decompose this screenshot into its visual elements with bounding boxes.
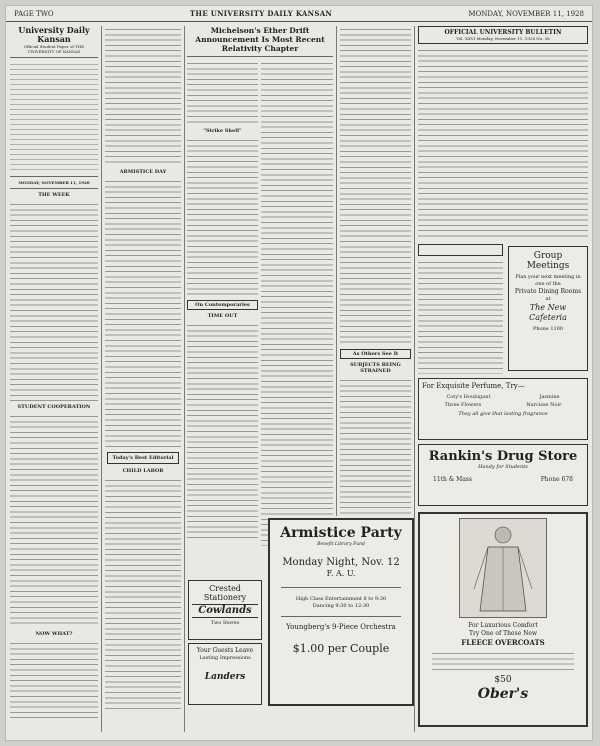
editorial-heading: STUDENT COOPERATION [17, 404, 91, 410]
feature-article [187, 26, 333, 546]
ad-line: Two Stores [210, 620, 240, 626]
editorial-column-2 [105, 26, 181, 732]
stationery-ad [188, 580, 262, 640]
editorial-heading: NOW WHAT? [35, 631, 73, 637]
bulletin-continued [418, 244, 503, 374]
bulletin-body [418, 259, 503, 374]
as-others-box [340, 349, 411, 359]
university-bulletin [418, 26, 588, 241]
bulletin-body [418, 47, 588, 237]
party-subtitle: Benefit Library Fund [317, 542, 365, 547]
issue-date: MONDAY, NOVEMBER 11, 1928 [468, 9, 584, 18]
editorial-heading: ARMISTICE DAY [119, 169, 167, 175]
newspaper-page [6, 6, 592, 740]
ad-line: Your Guests Leave [196, 647, 254, 654]
ad-line: For Exquisite Perfume, Try— [422, 382, 525, 390]
party-title: Armistice Party [280, 525, 402, 541]
article-body [187, 60, 258, 125]
editorial-body [10, 640, 98, 720]
ad-line: Phone 1100 [532, 326, 564, 332]
ad-line: The New Cafeteria [529, 303, 567, 322]
party-program: High Class Entertainment 8 to 9:30 [295, 596, 387, 602]
store-address: 11th & Mass [433, 476, 472, 483]
editorial-body [10, 201, 98, 401]
editorial-body [105, 26, 181, 166]
ad-line: They all give that lasting fragrance [458, 411, 548, 417]
feature-headline: Michelson's Ether Drift Announcement Is Most Recent Relativity Chapter [195, 26, 325, 53]
contemporaries-box [187, 300, 258, 310]
party-program: Dancing 9:30 to 12:30 [312, 603, 370, 609]
party-band: Youngberg's 9-Piece Orchestra [286, 623, 396, 631]
bulletin-subtitle: Vol. XXVI Monday, November 11, 1928 No. 38 [456, 36, 550, 41]
article-body [340, 377, 411, 516]
ad-line: at [545, 296, 551, 302]
article-body [340, 26, 411, 346]
editorial-date: MONDAY, NOVEMBER 11, 1928 [18, 180, 90, 185]
ad-line: Lasting Impressions [199, 655, 251, 661]
masthead-subtitle: Official Student Paper of THE UNIVERSITY OF KANSAS [23, 44, 85, 54]
article-body [261, 60, 333, 546]
article-subhead: SUBJECTS BEING STRAINED [350, 362, 401, 374]
ad-line: Stationery [203, 593, 247, 602]
bulletin-header [418, 26, 588, 44]
ad-line: Try One of These New [468, 630, 538, 637]
ad-line: Narcisse Noir [526, 402, 562, 408]
masthead [6, 6, 592, 22]
party-price: $1.00 per Couple [292, 642, 390, 655]
cafeteria-ad [508, 246, 588, 371]
editorial-heading: THE WEEK [38, 192, 70, 198]
brand-logo: Cowlands [192, 604, 258, 618]
box-heading: On Contemporaries [195, 302, 250, 308]
ad-price: $50 [494, 675, 512, 685]
box-heading: As Others See It [352, 351, 399, 357]
ad-line: Meetings [526, 261, 570, 271]
article-subhead: "Strike Shell" [203, 128, 242, 134]
ad-line: FLEECE OVERCOATS [461, 638, 545, 647]
ad-line: Coty's Houbigant [446, 394, 491, 400]
overcoat-illustration [459, 518, 547, 618]
article-subhead: TIME OUT [207, 313, 238, 319]
column-rule [101, 26, 102, 732]
drug-store-ad [418, 444, 588, 506]
ad-line: Plan your next meeting in one of the [515, 274, 581, 287]
article-continuation [340, 26, 411, 516]
editorial-heading: CHILD LABOR [122, 468, 164, 474]
ad-line: Jasmine [539, 394, 560, 400]
ad-line: Crested [209, 584, 241, 593]
editorial-body [105, 477, 181, 712]
landers-ad [188, 643, 262, 705]
best-editorial-box [107, 452, 179, 464]
armistice-party-ad [268, 518, 414, 706]
ad-line: Private Dining Rooms [514, 288, 582, 295]
brand-logo: Landers [204, 672, 246, 682]
party-venue: F. A. U. [326, 569, 356, 578]
staff-list [10, 61, 98, 173]
page-number: PAGE TWO [14, 9, 54, 18]
masthead-title: University Daily Kansan [18, 26, 90, 44]
store-phone: Phone 678 [540, 476, 573, 483]
editorial-body [105, 178, 181, 448]
article-body [187, 322, 258, 542]
column-rule [414, 26, 415, 732]
editorial-column [10, 26, 98, 732]
article-body [187, 137, 258, 297]
brand-logo: Ober's [477, 686, 529, 702]
box-heading: Today's Best Editorial [112, 455, 174, 461]
store-name: Rankin's Drug Store [428, 449, 578, 464]
party-date: Monday Night, Nov. 12 [282, 557, 400, 568]
perfume-ad [418, 378, 588, 440]
bulletin-title: OFFICIAL UNIVERSITY BULLETIN [444, 29, 562, 36]
ad-line: Three Flowers [444, 402, 482, 408]
overcoat-ad [418, 512, 588, 727]
ad-line: Group [533, 251, 563, 261]
ad-line: Handy for Students [478, 464, 528, 470]
column-rule [336, 26, 337, 516]
ad-line: For Luxurious Comfort [468, 622, 538, 629]
column-rule [184, 26, 185, 732]
paper-name: THE UNIVERSITY DAILY KANSAN [189, 9, 333, 18]
editorial-body [10, 413, 98, 628]
